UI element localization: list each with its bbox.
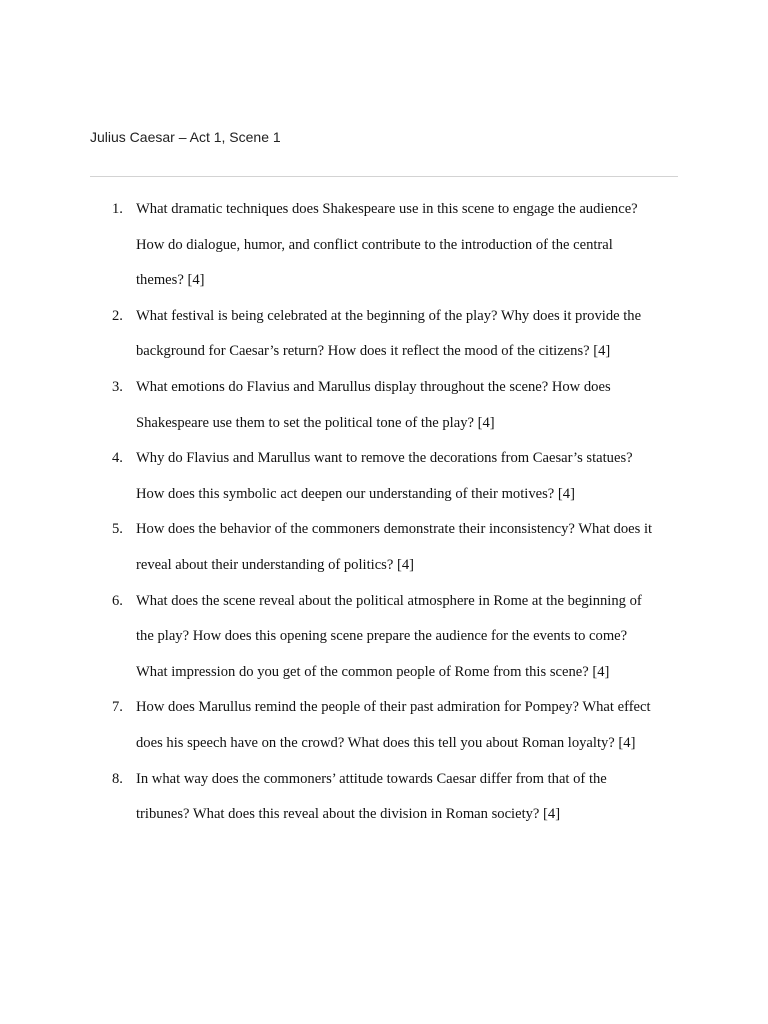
question-text-line: In what way does the commoners’ attitude towards Caesar differ from that of the (136, 770, 607, 787)
question-number: 2. (112, 307, 123, 324)
question-text-line: the play? How does this opening scene prepare the audience for the events to come? (136, 628, 628, 645)
question-number: 8. (112, 770, 123, 787)
question-text-line: What dramatic techniques does Shakespeare use in this scene to engage the audience? (136, 201, 638, 217)
question-number: 7. (112, 699, 123, 716)
question-text-line: What festival is being celebrated at the beginning of the play? Why does it provide the (136, 307, 642, 324)
question-text-line: What does the scene reveal about the political atmosphere in Rome at the beginning of (136, 592, 642, 609)
question-number: 6. (112, 592, 123, 609)
question-number: 3. (112, 379, 123, 395)
question-text-line: What emotions do Flavius and Marullus display throughout the scene? How does (136, 379, 611, 395)
question-text-line: does his speech have on the crowd? What does this tell you about Roman loyalty? [4] (136, 735, 636, 751)
question-text-line: How does Marullus remind the people of their past admiration for Pompey? What effect (136, 699, 651, 716)
question-text-line: themes? [4] (136, 272, 205, 289)
question-text-line: What impression do you get of the common people of Rome from this scene? [4] (136, 663, 610, 680)
question-text-line: How does this symbolic act deepen our understanding of their motives? [4] (136, 485, 575, 502)
question-text-line: Why do Flavius and Marullus want to remove the decorations from Caesar’s statues? (136, 450, 633, 467)
question-text-line: How do dialogue, humor, and conflict contribute to the introduction of the central (136, 236, 613, 253)
question-text-line: tribunes? What does this reveal about the division in Roman society? [4] (136, 806, 561, 823)
question-number: 5. (112, 521, 123, 538)
question-text-line: reveal about their understanding of politics? [4] (136, 557, 415, 573)
question-text-line: Shakespeare use them to set the political tone of the play? [4] (136, 414, 495, 431)
title-divider (90, 176, 678, 177)
question-text-line: How does the behavior of the commoners demonstrate their inconsistency? What does it (136, 521, 653, 538)
question-number: 1. (112, 201, 123, 217)
question-text-line: background for Caesar’s return? How does it reflect the mood of the citizens? [4] (136, 343, 611, 360)
question-number: 4. (112, 450, 123, 467)
document-title: Julius Caesar – Act 1, Scene 1 (90, 129, 281, 145)
